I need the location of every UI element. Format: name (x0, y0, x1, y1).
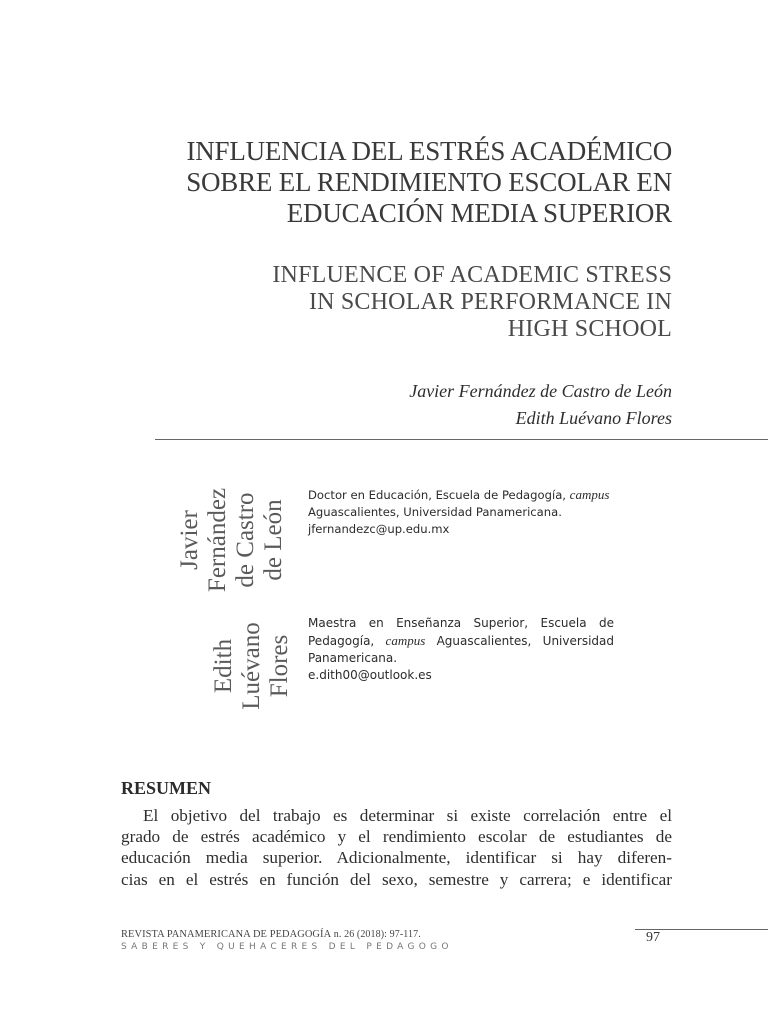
affiliation-1-line-1 (308, 486, 614, 504)
affiliation-2-line-1: Maestra en Enseñanza Superior, Escuela de (308, 616, 614, 630)
affiliation-2-text-2: Aguascalientes, Universidad (425, 634, 614, 648)
vertical-name-1-line-3: de Castro (232, 492, 259, 588)
affiliation-2-line-3: Panamericana. (308, 651, 398, 665)
affiliation-2-campus: campus (385, 633, 426, 648)
abstract-line-4: cias en el estrés en función del sexo, semestre y carrera; e identificar (121, 869, 672, 889)
vertical-name-1-line-2: Fernández (204, 487, 231, 593)
title-es-line-1: INFLUENCIA DEL ESTRÉS ACADÉMICO (186, 136, 672, 166)
abstract-line-3: educación media superior. Adicionalmente, identificar si hay diferen- (121, 848, 672, 868)
affiliation-2-text: Pedagogía, (308, 634, 386, 648)
journal-issue: n. 26 (2018): 97-117. (331, 929, 421, 940)
vertical-name-1-line-4: de León (260, 499, 287, 581)
journal-name: REVISTA PANAMERICANA DE PEDAGOGÍA (121, 929, 332, 940)
abstract-line-1: El objetivo del trabajo es determinar si existe correlación entre el (143, 806, 672, 825)
abstract-line-2: grado de estrés académico y el rendimiento escolar de estudiantes de (121, 827, 672, 847)
vertical-name-2-line-3: Flores (266, 634, 293, 698)
abstract-body (121, 805, 672, 890)
affiliation-author-1 (308, 486, 614, 538)
title-en-line-1: INFLUENCE OF ACADEMIC STRESS (272, 262, 672, 288)
affiliation-1-email[interactable]: jfernandezc@up.edu.mx (308, 522, 450, 536)
author-name-1: Javier Fernández de Castro de León (409, 381, 672, 401)
author-name-2: Edith Luévano Flores (515, 408, 672, 428)
affiliation-1-campus: campus (569, 487, 610, 502)
footer-journal-citation (121, 929, 421, 940)
affiliation-1-line-2: Aguascalientes, Universidad Panamericana. (308, 505, 562, 519)
title-en-line-2: IN SCHOLAR PERFORMANCE IN (308, 289, 672, 315)
vertical-name-2-line-2: Luévano (238, 622, 265, 710)
article-title-english (112, 262, 672, 343)
affiliation-2-email[interactable]: e.dith00@outlook.es (308, 668, 432, 682)
affiliation-1-text: Doctor en Educación, Escuela de Pedagogía, (308, 488, 570, 502)
title-es-line-3: EDUCACIÓN MEDIA SUPERIOR (286, 198, 672, 228)
title-es-line-2: SOBRE EL RENDIMIENTO ESCOLAR EN (186, 167, 672, 197)
affiliation-2-line-2 (308, 632, 614, 650)
affiliation-author-2 (308, 615, 614, 684)
page-number: 97 (646, 930, 660, 945)
vertical-author-name-2 (210, 622, 294, 709)
header-divider (155, 439, 768, 440)
footer-journal-subtitle: SABERES Y QUEHACERES DEL PEDAGOGO (121, 942, 453, 952)
article-title-spanish (112, 136, 672, 229)
author-list (172, 378, 672, 432)
vertical-name-2-line-1: Edith (210, 638, 237, 694)
abstract-heading: RESUMEN (121, 778, 212, 798)
title-en-line-3: HIGH SCHOOL (507, 316, 672, 342)
vertical-name-1-line-1: Javier (176, 510, 203, 570)
vertical-author-name-1 (176, 488, 288, 592)
